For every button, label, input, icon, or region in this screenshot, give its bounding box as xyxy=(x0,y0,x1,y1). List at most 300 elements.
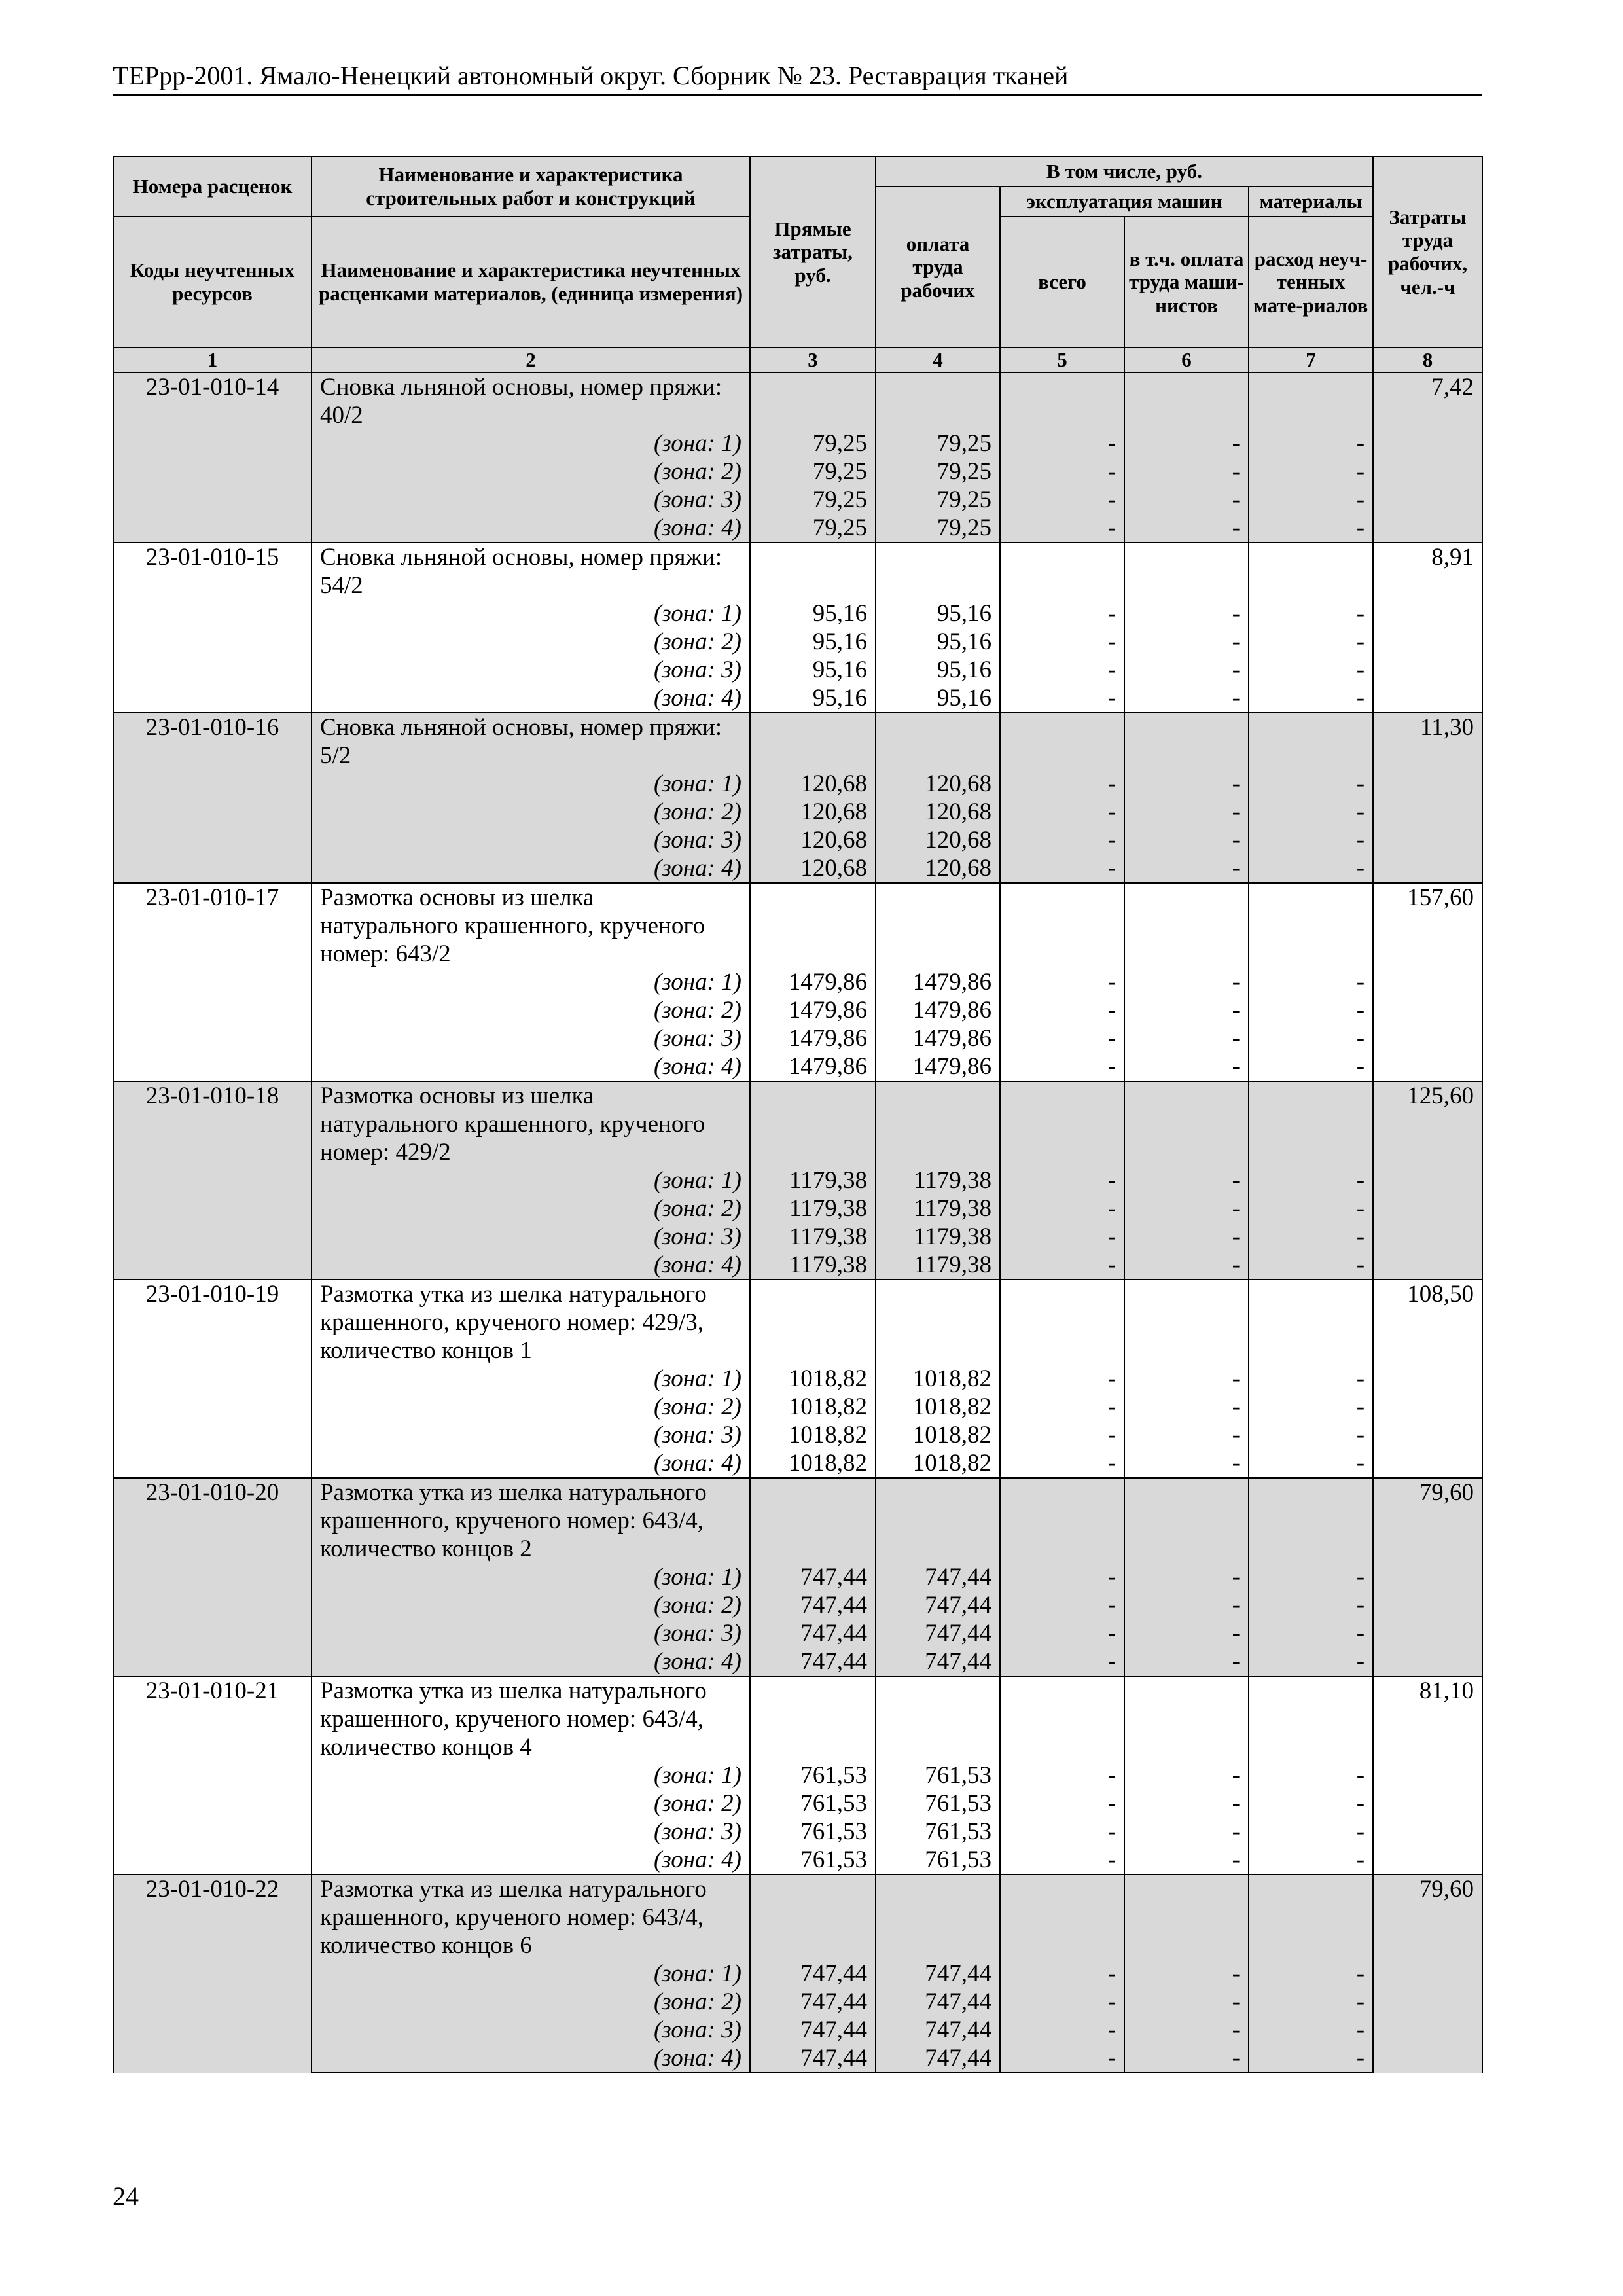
header-unaccounted-material: расход неуч-тенных мате-риалов xyxy=(1249,217,1373,348)
machine-total-cell xyxy=(1000,742,1124,770)
worker-pay-value: 761,53 xyxy=(876,1818,1000,1846)
machine-total-cell xyxy=(1000,883,1124,912)
worker-pay-cell xyxy=(876,1138,1000,1166)
worker-pay-cell xyxy=(876,1535,1000,1563)
machinist-pay-cell xyxy=(1124,1874,1249,1903)
machinist-pay-cell xyxy=(1124,883,1249,912)
header-resource-codes: Коды неучтенных ресурсов xyxy=(113,217,312,348)
machine-total-value: - xyxy=(1000,1563,1124,1591)
direct-costs-value: 1179,38 xyxy=(750,1166,876,1194)
material-cell xyxy=(1249,1308,1373,1336)
machinist-pay-value: - xyxy=(1124,1818,1249,1846)
direct-costs-value: 1479,86 xyxy=(750,1052,876,1081)
material-value: - xyxy=(1249,1449,1373,1478)
column-number: 4 xyxy=(876,348,1000,372)
rate-code: 23-01-010-15 xyxy=(113,543,312,713)
table-row xyxy=(113,2044,1482,2073)
direct-costs-value: 1179,38 xyxy=(750,1223,876,1251)
worker-pay-cell xyxy=(876,1336,1000,1365)
rate-code: 23-01-010-22 xyxy=(113,1874,312,2073)
direct-costs-value: 95,16 xyxy=(750,628,876,656)
table-row xyxy=(113,1223,1482,1251)
machine-total-value: - xyxy=(1000,1619,1124,1647)
zone-label: (зона: 1) xyxy=(312,1563,750,1591)
machine-total-cell xyxy=(1000,1280,1124,1308)
material-cell xyxy=(1249,1507,1373,1535)
direct-costs-value: 747,44 xyxy=(750,1960,876,1988)
direct-costs-cell xyxy=(750,912,876,940)
worker-pay-cell xyxy=(876,1903,1000,1931)
worker-pay-cell xyxy=(876,1931,1000,1960)
worker-pay-cell xyxy=(876,1478,1000,1507)
machine-total-value: - xyxy=(1000,1789,1124,1818)
table-row xyxy=(113,656,1482,684)
header-machine-operation: эксплуатация машин xyxy=(1000,187,1249,217)
worker-pay-value: 79,25 xyxy=(876,486,1000,514)
machinist-pay-cell xyxy=(1124,401,1249,429)
worker-pay-cell xyxy=(876,1874,1000,1903)
worker-pay-value: 120,68 xyxy=(876,770,1000,798)
material-value: - xyxy=(1249,514,1373,543)
table-row xyxy=(113,1421,1482,1449)
rates-table xyxy=(113,156,1483,2073)
zone-label: (зона: 2) xyxy=(312,1591,750,1619)
worker-pay-value: 95,16 xyxy=(876,600,1000,628)
table-row xyxy=(113,1535,1482,1563)
column-number: 5 xyxy=(1000,348,1124,372)
machine-total-value: - xyxy=(1000,996,1124,1024)
worker-pay-cell xyxy=(876,1110,1000,1138)
column-number: 8 xyxy=(1373,348,1482,372)
zone-label: (зона: 1) xyxy=(312,1761,750,1789)
material-cell xyxy=(1249,1903,1373,1931)
direct-costs-cell xyxy=(750,1535,876,1563)
direct-costs-value: 1479,86 xyxy=(750,996,876,1024)
header-labor-costs: Затраты труда рабочих, чел.-ч xyxy=(1373,156,1482,348)
worker-pay-value: 747,44 xyxy=(876,2044,1000,2073)
machine-total-value: - xyxy=(1000,656,1124,684)
table-row xyxy=(113,486,1482,514)
material-value: - xyxy=(1249,1052,1373,1081)
material-value: - xyxy=(1249,656,1373,684)
table-row xyxy=(113,854,1482,883)
table-row xyxy=(113,1336,1482,1365)
worker-pay-cell xyxy=(876,1676,1000,1705)
rate-code: 23-01-010-18 xyxy=(113,1081,312,1280)
machinist-pay-cell xyxy=(1124,543,1249,571)
machinist-pay-value: - xyxy=(1124,854,1249,883)
machine-total-cell xyxy=(1000,1138,1124,1166)
rate-code: 23-01-010-14 xyxy=(113,372,312,543)
work-name-line: количество концов 2 xyxy=(312,1535,750,1563)
material-cell xyxy=(1249,1081,1373,1110)
machinist-pay-value: - xyxy=(1124,1024,1249,1052)
material-value: - xyxy=(1249,798,1373,826)
material-value: - xyxy=(1249,1591,1373,1619)
machine-total-value: - xyxy=(1000,1960,1124,1988)
machine-total-cell xyxy=(1000,1507,1124,1535)
zone-label: (зона: 1) xyxy=(312,1365,750,1393)
worker-pay-cell xyxy=(876,883,1000,912)
direct-costs-value: 1479,86 xyxy=(750,1024,876,1052)
worker-pay-value: 1479,86 xyxy=(876,1052,1000,1081)
material-cell xyxy=(1249,1280,1373,1308)
machinist-pay-value: - xyxy=(1124,486,1249,514)
work-name-line: 5/2 xyxy=(312,742,750,770)
worker-pay-cell xyxy=(876,543,1000,571)
table-row xyxy=(113,940,1482,968)
page-number: 24 xyxy=(113,2181,139,2211)
header-including: В том числе, руб. xyxy=(876,156,1373,187)
table-row xyxy=(113,883,1482,912)
direct-costs-cell xyxy=(750,1903,876,1931)
direct-costs-value: 79,25 xyxy=(750,514,876,543)
worker-pay-value: 79,25 xyxy=(876,457,1000,486)
direct-costs-value: 747,44 xyxy=(750,1591,876,1619)
machinist-pay-value: - xyxy=(1124,1647,1249,1676)
direct-costs-value: 747,44 xyxy=(750,2044,876,2073)
zone-label: (зона: 4) xyxy=(312,684,750,713)
zone-label: (зона: 2) xyxy=(312,1393,750,1421)
machinist-pay-value: - xyxy=(1124,628,1249,656)
material-value: - xyxy=(1249,1393,1373,1421)
direct-costs-value: 120,68 xyxy=(750,826,876,854)
material-cell xyxy=(1249,401,1373,429)
page-header-title: ТЕРрр-2001. Ямало-Ненецкий автономный округ. Сборник № 23. Реставрация тканей xyxy=(113,61,1069,90)
material-value: - xyxy=(1249,457,1373,486)
machine-total-cell xyxy=(1000,372,1124,401)
worker-pay-value: 79,25 xyxy=(876,514,1000,543)
work-name-line: крашенного, крученого номер: 643/4, xyxy=(312,1903,750,1931)
machine-total-value: - xyxy=(1000,1166,1124,1194)
machinist-pay-value: - xyxy=(1124,600,1249,628)
machinist-pay-value: - xyxy=(1124,1052,1249,1081)
zone-label: (зона: 2) xyxy=(312,996,750,1024)
work-name-line: Размотка утка из шелка натурального xyxy=(312,1280,750,1308)
direct-costs-cell xyxy=(750,1138,876,1166)
worker-pay-cell xyxy=(876,940,1000,968)
table-row xyxy=(113,372,1482,401)
machine-total-value: - xyxy=(1000,854,1124,883)
zone-label: (зона: 4) xyxy=(312,1251,750,1280)
zone-label: (зона: 4) xyxy=(312,1052,750,1081)
worker-pay-value: 1479,86 xyxy=(876,996,1000,1024)
table-row xyxy=(113,1846,1482,1874)
machine-total-cell xyxy=(1000,1874,1124,1903)
machinist-pay-cell xyxy=(1124,1931,1249,1960)
machinist-pay-cell xyxy=(1124,1308,1249,1336)
machinist-pay-value: - xyxy=(1124,2016,1249,2044)
machine-total-cell xyxy=(1000,1705,1124,1733)
machine-total-value: - xyxy=(1000,826,1124,854)
machinist-pay-cell xyxy=(1124,1336,1249,1365)
machinist-pay-value: - xyxy=(1124,1365,1249,1393)
table-header xyxy=(113,156,1482,372)
zone-label: (зона: 2) xyxy=(312,1988,750,2016)
machine-total-value: - xyxy=(1000,770,1124,798)
column-number: 3 xyxy=(750,348,876,372)
work-name-line: натурального крашенного, крученого xyxy=(312,1110,750,1138)
work-name-line: Размотка утка из шелка натурального xyxy=(312,1676,750,1705)
machine-total-value: - xyxy=(1000,968,1124,996)
zone-label: (зона: 2) xyxy=(312,457,750,486)
zone-label: (зона: 2) xyxy=(312,628,750,656)
direct-costs-value: 1479,86 xyxy=(750,968,876,996)
zone-label: (зона: 1) xyxy=(312,770,750,798)
zone-label: (зона: 1) xyxy=(312,968,750,996)
machinist-pay-value: - xyxy=(1124,1563,1249,1591)
zone-label: (зона: 3) xyxy=(312,656,750,684)
material-cell xyxy=(1249,1676,1373,1705)
work-name-line: натурального крашенного, крученого xyxy=(312,912,750,940)
zone-label: (зона: 3) xyxy=(312,826,750,854)
machine-total-cell xyxy=(1000,401,1124,429)
machine-total-value: - xyxy=(1000,1449,1124,1478)
machine-total-cell xyxy=(1000,912,1124,940)
machine-total-value: - xyxy=(1000,429,1124,457)
table-row xyxy=(113,1507,1482,1535)
table-row xyxy=(113,968,1482,996)
table-row xyxy=(113,1818,1482,1846)
material-value: - xyxy=(1249,1846,1373,1874)
table-row xyxy=(113,1024,1482,1052)
machinist-pay-value: - xyxy=(1124,798,1249,826)
machinist-pay-value: - xyxy=(1124,1251,1249,1280)
material-cell xyxy=(1249,543,1373,571)
material-value: - xyxy=(1249,854,1373,883)
material-value: - xyxy=(1249,1251,1373,1280)
machinist-pay-value: - xyxy=(1124,1223,1249,1251)
direct-costs-value: 747,44 xyxy=(750,2016,876,2044)
machine-total-cell xyxy=(1000,713,1124,742)
table-row xyxy=(113,1619,1482,1647)
machine-total-value: - xyxy=(1000,1024,1124,1052)
machinist-pay-cell xyxy=(1124,1081,1249,1110)
machinist-pay-value: - xyxy=(1124,1960,1249,1988)
direct-costs-cell xyxy=(750,1931,876,1960)
worker-pay-value: 1018,82 xyxy=(876,1421,1000,1449)
worker-pay-value: 747,44 xyxy=(876,1591,1000,1619)
machinist-pay-cell xyxy=(1124,1676,1249,1705)
machinist-pay-value: - xyxy=(1124,656,1249,684)
machinist-pay-cell xyxy=(1124,1280,1249,1308)
material-cell xyxy=(1249,1874,1373,1903)
work-name-line: Размотка утка из шелка натурального xyxy=(312,1874,750,1903)
labor-costs: 157,60 xyxy=(1373,883,1482,1081)
machine-total-cell xyxy=(1000,1931,1124,1960)
direct-costs-value: 747,44 xyxy=(750,1647,876,1676)
direct-costs-value: 120,68 xyxy=(750,770,876,798)
direct-costs-cell xyxy=(750,1081,876,1110)
table-row xyxy=(113,543,1482,571)
column-number: 2 xyxy=(312,348,750,372)
material-value: - xyxy=(1249,1563,1373,1591)
zone-label: (зона: 3) xyxy=(312,1421,750,1449)
machinist-pay-value: - xyxy=(1124,684,1249,713)
zone-label: (зона: 1) xyxy=(312,429,750,457)
table-row xyxy=(113,401,1482,429)
table-row xyxy=(113,1449,1482,1478)
machine-total-value: - xyxy=(1000,1194,1124,1223)
zone-label: (зона: 3) xyxy=(312,486,750,514)
material-value: - xyxy=(1249,486,1373,514)
table-row xyxy=(113,1733,1482,1761)
rate-code: 23-01-010-21 xyxy=(113,1676,312,1874)
direct-costs-cell xyxy=(750,742,876,770)
machinist-pay-value: - xyxy=(1124,1619,1249,1647)
machinist-pay-value: - xyxy=(1124,1166,1249,1194)
machinist-pay-cell xyxy=(1124,1705,1249,1733)
work-name-line: 54/2 xyxy=(312,571,750,600)
machinist-pay-cell xyxy=(1124,713,1249,742)
table-row xyxy=(113,912,1482,940)
machine-total-cell xyxy=(1000,543,1124,571)
work-name-line: количество концов 4 xyxy=(312,1733,750,1761)
table-row xyxy=(113,798,1482,826)
worker-pay-cell xyxy=(876,742,1000,770)
worker-pay-value: 95,16 xyxy=(876,684,1000,713)
direct-costs-cell xyxy=(750,1676,876,1705)
work-name-line: крашенного, крученого номер: 643/4, xyxy=(312,1507,750,1535)
table-row xyxy=(113,1081,1482,1110)
material-value: - xyxy=(1249,1365,1373,1393)
labor-costs: 79,60 xyxy=(1373,1478,1482,1676)
work-name-line: крашенного, крученого номер: 429/3, xyxy=(312,1308,750,1336)
worker-pay-value: 747,44 xyxy=(876,1960,1000,1988)
worker-pay-value: 120,68 xyxy=(876,854,1000,883)
labor-costs: 8,91 xyxy=(1373,543,1482,713)
direct-costs-value: 747,44 xyxy=(750,1619,876,1647)
zone-label: (зона: 3) xyxy=(312,1223,750,1251)
direct-costs-cell xyxy=(750,713,876,742)
table-row xyxy=(113,2016,1482,2044)
direct-costs-cell xyxy=(750,1874,876,1903)
worker-pay-value: 1179,38 xyxy=(876,1166,1000,1194)
table-row xyxy=(113,1138,1482,1166)
material-cell xyxy=(1249,940,1373,968)
machine-total-cell xyxy=(1000,1478,1124,1507)
labor-costs: 79,60 xyxy=(1373,1874,1482,2073)
column-number: 6 xyxy=(1124,348,1249,372)
table-row xyxy=(113,1676,1482,1705)
table-row xyxy=(113,1393,1482,1421)
machinist-pay-value: - xyxy=(1124,2044,1249,2073)
direct-costs-cell xyxy=(750,401,876,429)
table-row xyxy=(113,1478,1482,1507)
direct-costs-cell xyxy=(750,1110,876,1138)
rate-code: 23-01-010-16 xyxy=(113,713,312,883)
material-cell xyxy=(1249,883,1373,912)
machinist-pay-cell xyxy=(1124,940,1249,968)
labor-costs: 11,30 xyxy=(1373,713,1482,883)
header-material-name: Наименование и характеристика неучтенных расценками материалов, (единица измерения) xyxy=(312,217,750,348)
work-name-line: номер: 643/2 xyxy=(312,940,750,968)
worker-pay-cell xyxy=(876,912,1000,940)
machinist-pay-value: - xyxy=(1124,1591,1249,1619)
table-row xyxy=(113,514,1482,543)
material-cell xyxy=(1249,1478,1373,1507)
work-name-line: Сновка льняной основы, номер пряжи: xyxy=(312,543,750,571)
worker-pay-value: 1179,38 xyxy=(876,1194,1000,1223)
worker-pay-value: 761,53 xyxy=(876,1789,1000,1818)
material-value: - xyxy=(1249,1761,1373,1789)
worker-pay-value: 120,68 xyxy=(876,826,1000,854)
machine-total-value: - xyxy=(1000,1846,1124,1874)
table-row xyxy=(113,1110,1482,1138)
direct-costs-value: 1018,82 xyxy=(750,1449,876,1478)
zone-label: (зона: 1) xyxy=(312,1960,750,1988)
labor-costs: 108,50 xyxy=(1373,1280,1482,1478)
machinist-pay-cell xyxy=(1124,1507,1249,1535)
table-row xyxy=(113,1874,1482,1903)
machinist-pay-cell xyxy=(1124,912,1249,940)
zone-label: (зона: 4) xyxy=(312,1449,750,1478)
worker-pay-cell xyxy=(876,1733,1000,1761)
direct-costs-value: 747,44 xyxy=(750,1563,876,1591)
machine-total-cell xyxy=(1000,1733,1124,1761)
table-row xyxy=(113,826,1482,854)
zone-label: (зона: 1) xyxy=(312,1166,750,1194)
direct-costs-cell xyxy=(750,1507,876,1535)
worker-pay-value: 747,44 xyxy=(876,1647,1000,1676)
machine-total-value: - xyxy=(1000,1761,1124,1789)
material-value: - xyxy=(1249,429,1373,457)
work-name-line: количество концов 1 xyxy=(312,1336,750,1365)
work-name-line: Сновка льняной основы, номер пряжи: xyxy=(312,372,750,401)
work-name-line: количество концов 6 xyxy=(312,1931,750,1960)
worker-pay-value: 747,44 xyxy=(876,1988,1000,2016)
material-value: - xyxy=(1249,600,1373,628)
worker-pay-cell xyxy=(876,401,1000,429)
direct-costs-value: 761,53 xyxy=(750,1846,876,1874)
rate-code: 23-01-010-17 xyxy=(113,883,312,1081)
machinist-pay-value: - xyxy=(1124,996,1249,1024)
table-row xyxy=(113,1761,1482,1789)
material-cell xyxy=(1249,571,1373,600)
labor-costs: 7,42 xyxy=(1373,372,1482,543)
direct-costs-value: 79,25 xyxy=(750,457,876,486)
worker-pay-value: 761,53 xyxy=(876,1846,1000,1874)
material-cell xyxy=(1249,1705,1373,1733)
material-value: - xyxy=(1249,1960,1373,1988)
direct-costs-cell xyxy=(750,1478,876,1507)
table-row xyxy=(113,1166,1482,1194)
table-row xyxy=(113,770,1482,798)
machine-total-value: - xyxy=(1000,798,1124,826)
zone-label: (зона: 4) xyxy=(312,1846,750,1874)
work-name-line: 40/2 xyxy=(312,401,750,429)
direct-costs-value: 120,68 xyxy=(750,798,876,826)
machine-total-cell xyxy=(1000,1535,1124,1563)
zone-label: (зона: 3) xyxy=(312,2016,750,2044)
machine-total-value: - xyxy=(1000,1818,1124,1846)
machinist-pay-value: - xyxy=(1124,826,1249,854)
material-cell xyxy=(1249,1336,1373,1365)
machinist-pay-value: - xyxy=(1124,1194,1249,1223)
machine-total-value: - xyxy=(1000,1223,1124,1251)
column-number: 7 xyxy=(1249,348,1373,372)
direct-costs-value: 1179,38 xyxy=(750,1251,876,1280)
machine-total-cell xyxy=(1000,940,1124,968)
direct-costs-value: 79,25 xyxy=(750,429,876,457)
material-value: - xyxy=(1249,1647,1373,1676)
material-value: - xyxy=(1249,1166,1373,1194)
material-value: - xyxy=(1249,1194,1373,1223)
worker-pay-value: 1018,82 xyxy=(876,1393,1000,1421)
machinist-pay-value: - xyxy=(1124,1988,1249,2016)
worker-pay-cell xyxy=(876,1507,1000,1535)
material-value: - xyxy=(1249,968,1373,996)
